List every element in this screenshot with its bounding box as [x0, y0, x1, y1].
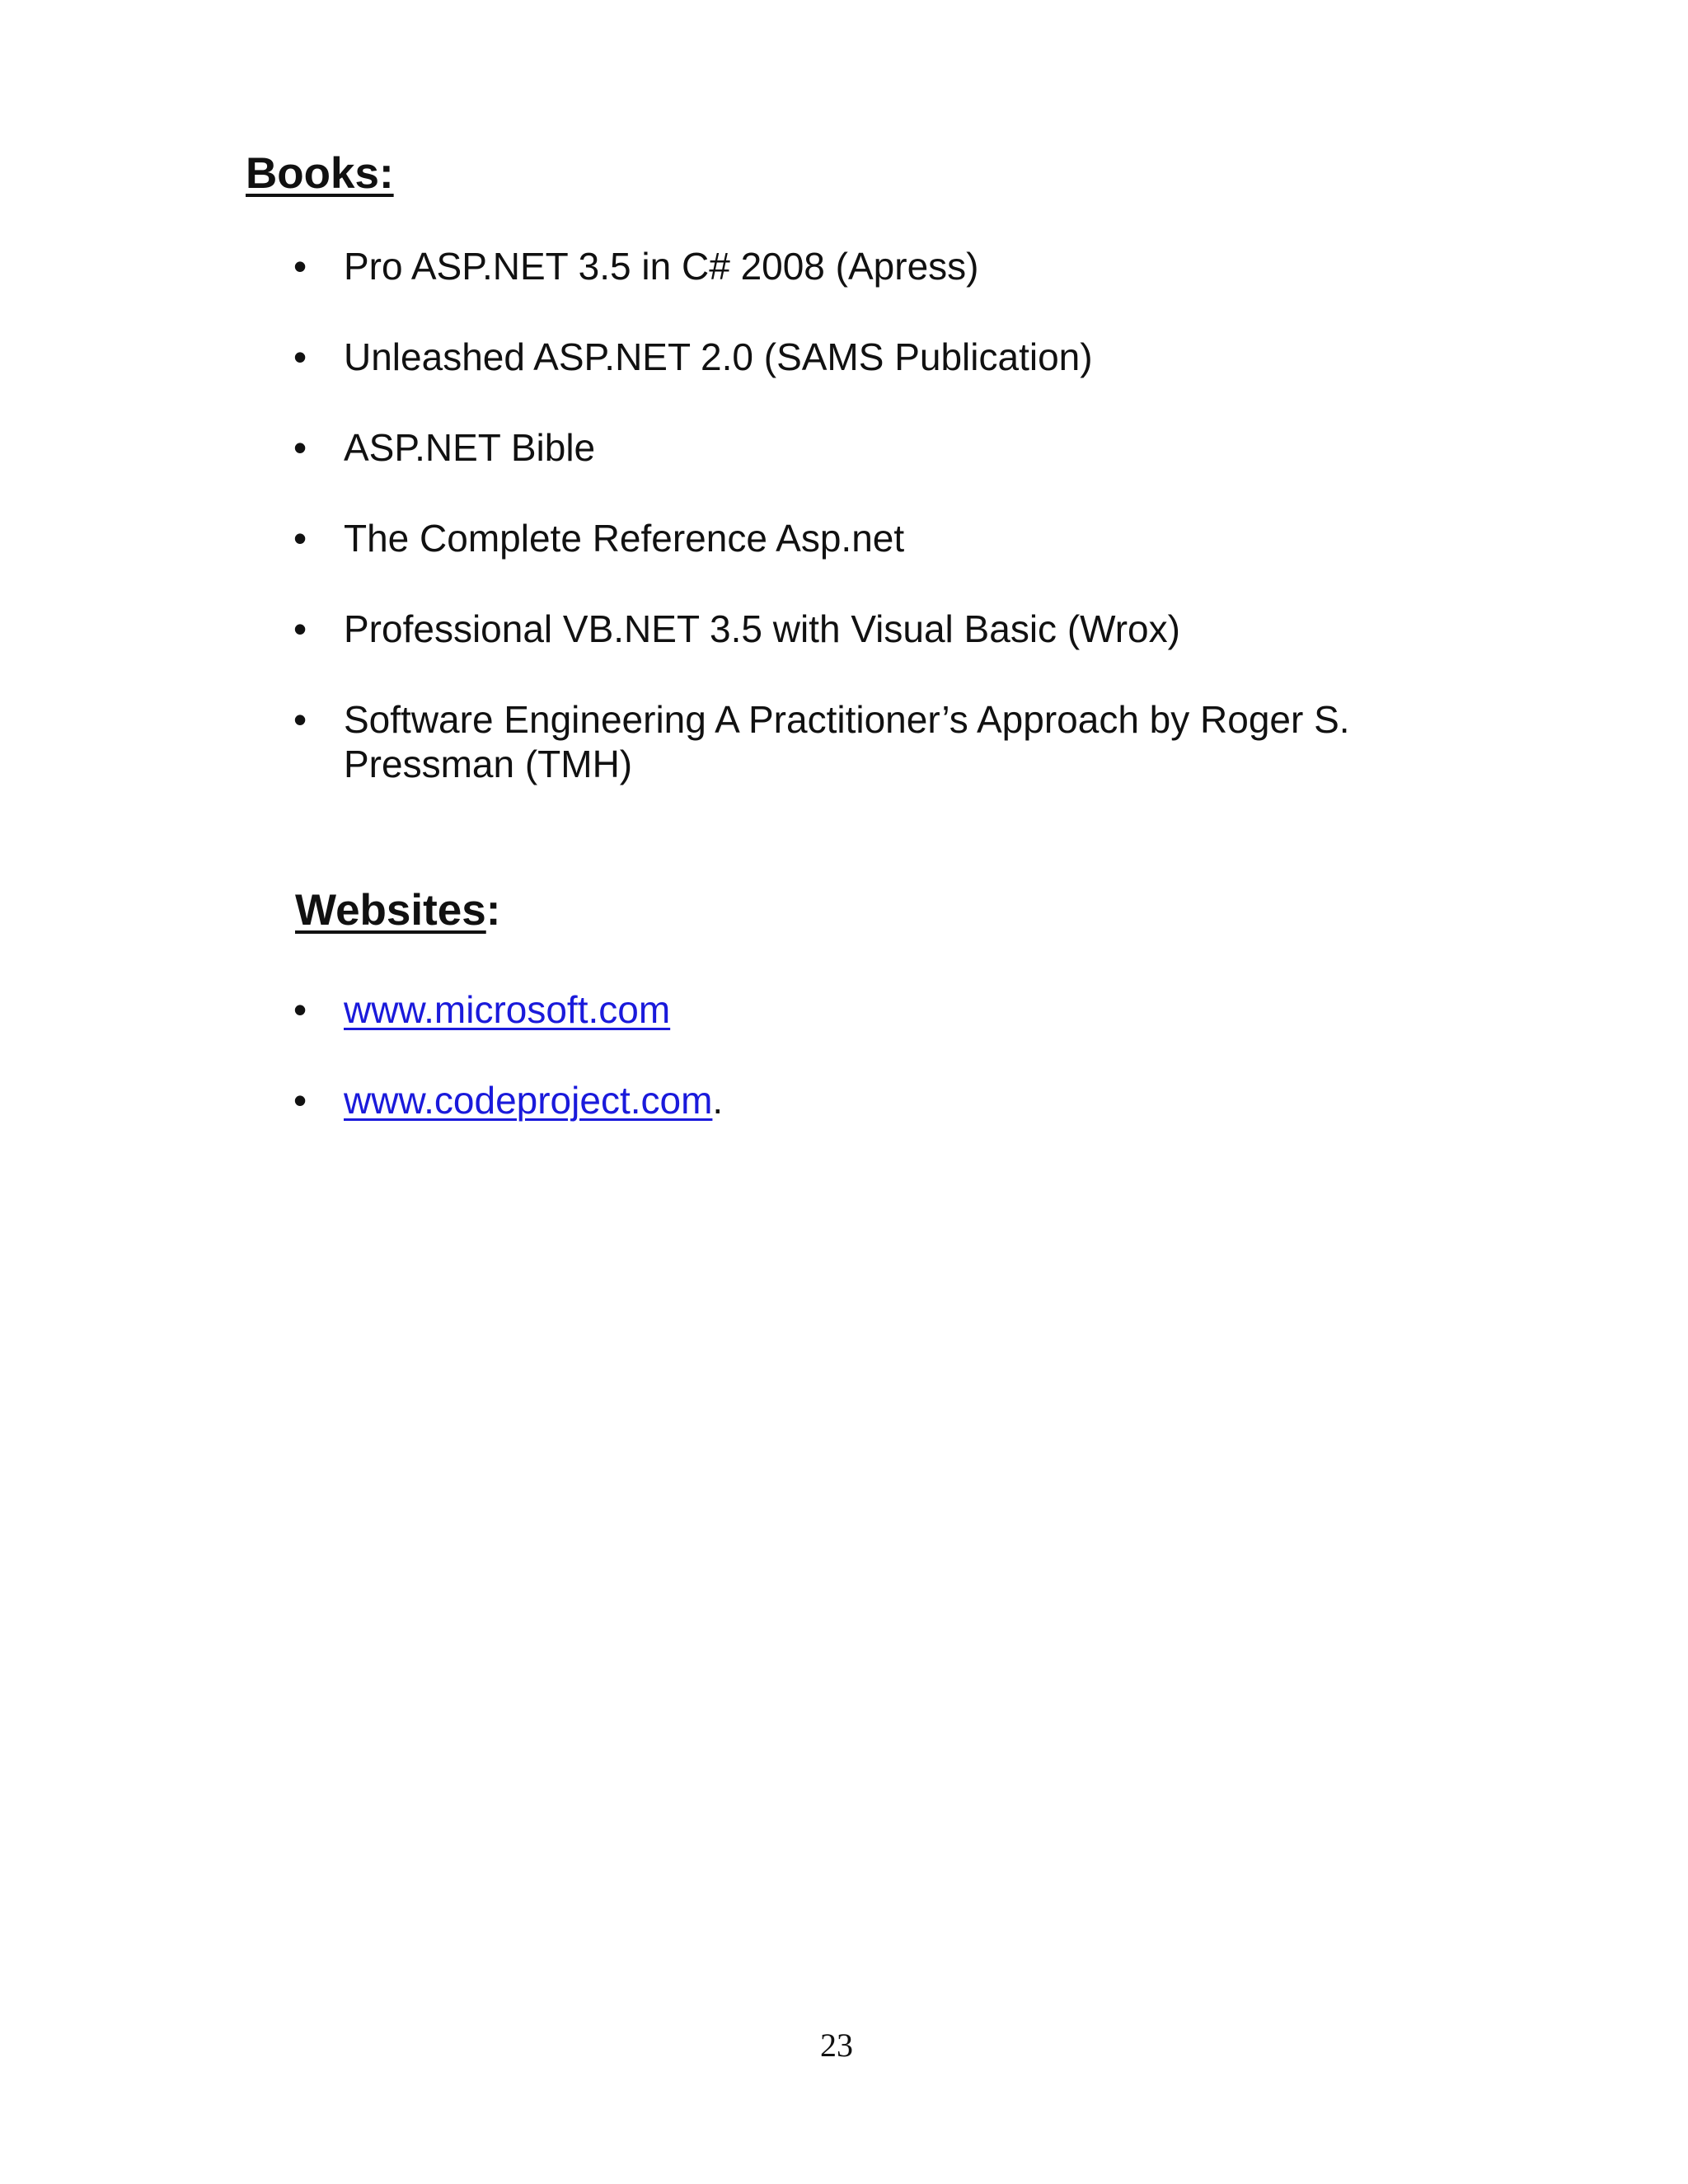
books-heading: [246, 149, 394, 198]
list-item: [293, 516, 1447, 560]
bullet-icon: •: [293, 988, 307, 1031]
book-title: ASP.NET Bible: [344, 426, 596, 469]
list-item: [293, 1078, 1447, 1122]
bullet-icon: •: [293, 245, 307, 288]
link-trailing-text: .: [712, 1079, 724, 1122]
page-number: 23: [820, 2027, 853, 2064]
book-title: Software Engineering A Practitioner’s Approach by Roger S. Pressman (TMH): [344, 698, 1350, 785]
websites-heading-text: Websites: [295, 886, 486, 935]
list-item: [293, 335, 1447, 379]
book-title: Professional VB.NET 3.5 with Visual Basic (Wrox): [344, 607, 1180, 650]
book-title: Pro ASP.NET 3.5 in C# 2008 (Apress): [344, 245, 979, 288]
bullet-icon: •: [293, 426, 307, 469]
list-item: [293, 697, 1447, 786]
websites-heading: [295, 886, 501, 935]
websites-heading-colon: :: [485, 886, 501, 935]
book-title: The Complete Reference Asp.net: [344, 517, 905, 560]
codeproject-link[interactable]: www.codeproject.com: [344, 1079, 713, 1122]
list-item: [293, 425, 1447, 470]
list-item: [293, 244, 1447, 288]
book-title: Unleashed ASP.NET 2.0 (SAMS Publication): [344, 335, 1093, 378]
bullet-icon: •: [293, 335, 307, 378]
list-item: [293, 987, 1447, 1032]
books-heading-text: Books:: [246, 149, 394, 198]
bullet-icon: •: [293, 517, 307, 560]
bullet-icon: •: [293, 698, 307, 741]
bullet-icon: •: [293, 1079, 307, 1122]
bullet-icon: •: [293, 607, 307, 650]
microsoft-link[interactable]: www.microsoft.com: [344, 988, 671, 1031]
list-item: [293, 607, 1447, 651]
